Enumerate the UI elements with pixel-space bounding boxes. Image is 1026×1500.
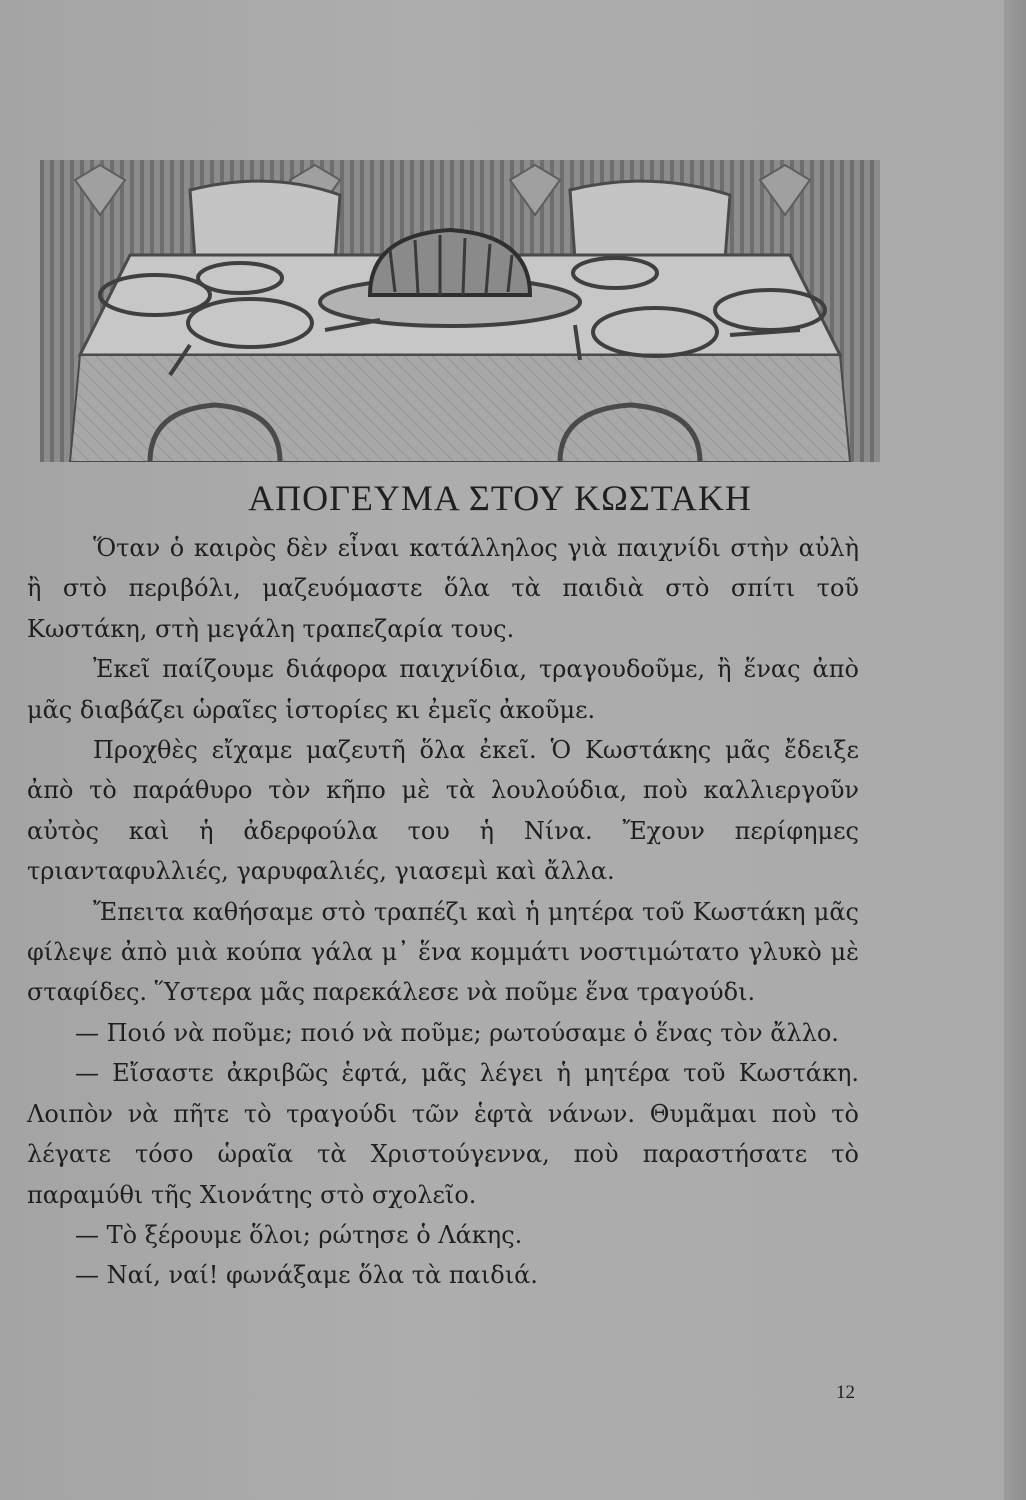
chapter-title: ΑΠΟΓΕΥΜΑ ΣΤΟΥ ΚΩΣΤΑΚΗ — [248, 478, 752, 518]
table-with-cake-icon — [40, 160, 880, 462]
paragraph: Ἐκεῖ παίζουμε διάφορα παιχνίδια, τραγουδοῦμε, ἢ ἕνας ἀπὸ μᾶς διαβάζει ὡραῖες ἱστορίες κι ἐμεῖς ἀκοῦμε. — [27, 655, 859, 724]
paragraph: Προχθὲς εἴχαμε μαζευτῆ ὅλα ἐκεῖ. Ὁ Κωστάκης μᾶς ἔδειξε ἀπὸ τὸ παράθυρο τὸν κῆπο μὲ τὰ λουλούδια, ποὺ καλλιεργοῦν αὐτὸς καὶ ἡ ἀδερφούλα του ἡ Νίνα. Ἔχουν περίφημες τριανταφυλλιές, γαρυφαλιές, γιασεμὶ καὶ ἄλλα. — [27, 736, 859, 886]
page-number: 12 — [836, 1382, 855, 1403]
dialog-line: — Εἴσαστε ἀκριβῶς ἑφτά, μᾶς λέγει ἡ μητέρα τοῦ Κωστάκη. Λοιπὸν νὰ πῆτε τὸ τραγούδι τῶν ἑφτὰ νάνων. Θυμᾶμαι ποὺ τὸ λέγατε τόσο ὡραῖα τὰ Χριστούγεννα, ποὺ παραστήσατε τὸ παραμύθι τῆς Χιονάτης στὸ σχολεῖο. — [27, 1059, 859, 1209]
dialog-line: — Ποιό νὰ ποῦμε; ποιό νὰ ποῦμε; ρωτούσαμε ὁ ἕνας τὸν ἄλλο. — [75, 1018, 839, 1047]
paragraph: Ὅταν ὁ καιρὸς δὲν εἶναι κατάλληλος γιὰ παιχνίδι στὴν αὐλὴ ἢ στὸ περιβόλι, μαζευόμαστε ὅλα τὰ παιδιὰ στὸ σπίτι τοῦ Κωστάκη, στὴ μεγάλη τραπεζαρία τους. — [27, 534, 859, 643]
dialog-line: — Τὸ ξέρουμε ὅλοι; ρώτησε ὁ Λάκης. — [75, 1220, 523, 1249]
chapter-text — [27, 528, 859, 1296]
page-spine-shadow — [1004, 0, 1026, 1500]
paragraph: Ἔπειτα καθήσαμε στὸ τραπέζι καὶ ἡ μητέρα τοῦ Κωστάκη μᾶς φίλεψε ἀπὸ μιὰ κούπα γάλα μ᾽ ἕνα κομμάτι νοστιμώτατο γλυκὸ μὲ σταφίδες. Ὕστερα μᾶς παρεκάλεσε νὰ ποῦμε ἕνα τραγούδι. — [27, 897, 859, 1007]
dialog-line: — Ναί, ναί! φωνάξαμε ὅλα τὰ παιδιά. — [75, 1261, 538, 1290]
